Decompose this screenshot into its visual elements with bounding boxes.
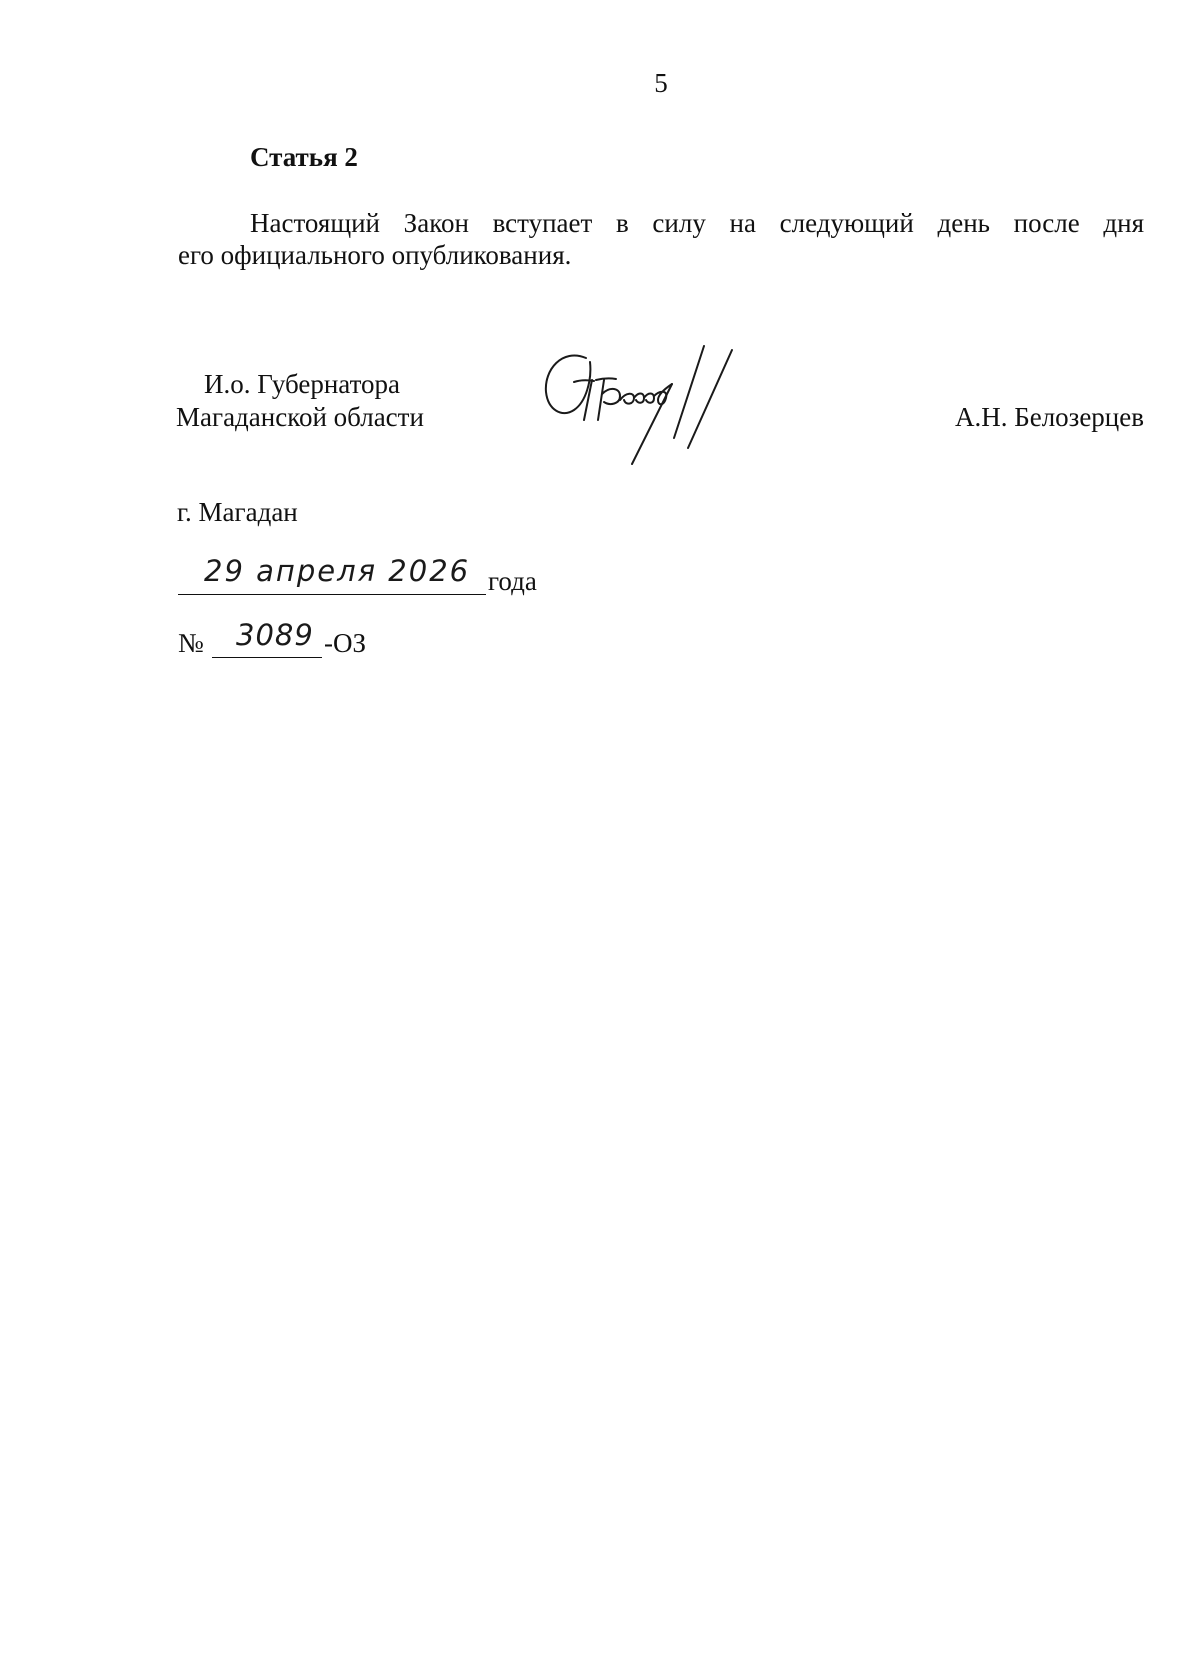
- place-of-signing: г. Магадан: [177, 497, 298, 527]
- article-text-line-1: Настоящий Закон вступает в силу на следующий день после дня: [250, 208, 1144, 238]
- date-suffix: года: [488, 566, 537, 596]
- handwritten-law-number: 3089: [236, 618, 314, 652]
- article-text-line-2: его официального опубликования.: [178, 240, 572, 270]
- handwritten-date: 29 апреля 2026: [204, 554, 471, 588]
- signatory-title-line-1: И.о. Губернатора: [204, 369, 401, 399]
- article-body: [178, 207, 1144, 271]
- handwritten-signature: [540, 340, 780, 495]
- date-underline: [178, 594, 486, 595]
- law-number-suffix: -ОЗ: [324, 628, 367, 658]
- signatory-name: А.Н. Белозерцев: [954, 402, 1144, 432]
- law-number-underline: [212, 657, 322, 658]
- signatory-title: [176, 368, 424, 434]
- page-number: 5: [654, 68, 668, 98]
- article-heading: Статья 2: [250, 142, 358, 172]
- law-number-prefix: №: [178, 628, 204, 658]
- law-number: [178, 620, 428, 660]
- signing-date: [178, 554, 558, 598]
- signatory-title-line-2: Магаданской области: [176, 402, 424, 432]
